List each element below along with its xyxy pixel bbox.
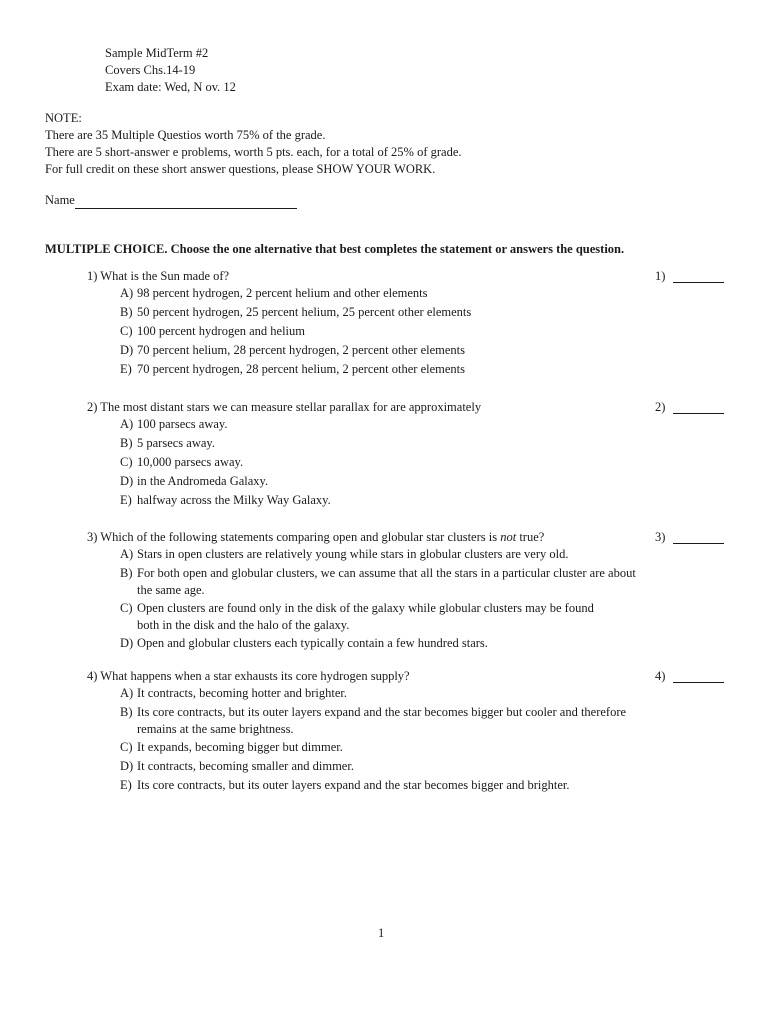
question-stem: 4) What happens when a star exhausts its core hydrogen supply? — [87, 669, 410, 683]
answer-number: 4) — [655, 669, 666, 683]
option-c — [120, 323, 727, 341]
option-text: Its core contracts, but its outer layers expand and the star becomes bigger but cooler and therefore remains at the same brightness. — [137, 705, 627, 736]
option-d — [120, 342, 727, 360]
option-text: Open and globular clusters each typically contain a few hundred stars. — [137, 636, 488, 650]
option-letter: D) — [120, 759, 134, 773]
option-letter: C) — [120, 455, 133, 469]
note-label: NOTE: — [45, 111, 82, 125]
exam-header — [105, 44, 236, 95]
note-line-3: For full credit on these short answer questions, please SHOW YOUR WORK. — [45, 162, 436, 176]
option-e — [120, 361, 727, 379]
option-b — [120, 435, 727, 453]
option-letter: A) — [120, 286, 134, 300]
option-b — [120, 704, 727, 738]
options-list — [120, 685, 727, 795]
option-text: 5 parsecs away. — [137, 436, 215, 450]
option-letter: A) — [120, 417, 134, 431]
answer-blank-line[interactable] — [673, 413, 724, 414]
note-block — [45, 109, 462, 177]
option-text: 70 percent helium, 28 percent hydrogen, 2 percent other elements — [137, 343, 466, 357]
note-line-2: There are 5 short-answer e problems, worth 5 pts. each, for a total of 25% of grade. — [45, 145, 462, 159]
stem-emphasis: not — [500, 530, 517, 544]
question-1 — [87, 267, 727, 380]
option-text: halfway across the Milky Way Galaxy. — [137, 493, 331, 507]
option-c — [120, 454, 727, 472]
answer-number: 2) — [655, 400, 666, 414]
page-number: 1 — [378, 926, 385, 940]
option-letter: E) — [120, 778, 132, 792]
option-text: in the Andromeda Galaxy. — [137, 474, 269, 488]
option-d — [120, 758, 727, 776]
stem-text-before: 3) Which of the following statements comparing open and globular star clusters is — [87, 530, 501, 544]
option-b — [120, 565, 727, 599]
answer-number: 1) — [655, 269, 666, 283]
options-list — [120, 546, 727, 653]
option-a — [120, 416, 727, 434]
option-d — [120, 635, 727, 653]
option-b — [120, 304, 727, 322]
answer-number: 3) — [655, 530, 666, 544]
option-letter: D) — [120, 343, 134, 357]
option-d — [120, 473, 727, 491]
option-letter: C) — [120, 601, 133, 615]
option-letter: A) — [120, 686, 134, 700]
option-text: 10,000 parsecs away. — [137, 455, 244, 469]
option-text: 100 percent hydrogen and helium — [137, 324, 306, 338]
option-text: Stars in open clusters are relatively young while stars in globular clusters are very old. — [137, 547, 569, 561]
stem-text-after: true? — [516, 530, 545, 544]
option-letter: A) — [120, 547, 134, 561]
options-list — [120, 416, 727, 510]
option-letter: E) — [120, 493, 132, 507]
option-text: For both open and globular clusters, we can assume that all the stars in a particular cluster are about the same age. — [137, 566, 636, 597]
option-letter: B) — [120, 436, 133, 450]
name-field-row — [45, 191, 297, 209]
name-label: Name — [45, 193, 75, 207]
question-stem: 2) The most distant stars we can measure stellar parallax for are approximately — [87, 400, 482, 414]
note-line-1: There are 35 Multiple Questios worth 75% of the grade. — [45, 128, 326, 142]
option-a — [120, 685, 727, 703]
answer-blank-line[interactable] — [673, 543, 724, 544]
option-letter: B) — [120, 305, 133, 319]
option-c — [120, 600, 727, 634]
option-text: 70 percent hydrogen, 28 percent helium, 2 percent other elements — [137, 362, 466, 376]
section-heading: MULTIPLE CHOICE. Choose the one alternative that best completes the statement or answers the question. — [45, 242, 625, 256]
name-blank-line[interactable] — [75, 194, 297, 209]
exam-title: Sample MidTerm #2 — [105, 46, 209, 60]
answer-blank-line[interactable] — [673, 282, 724, 283]
option-letter: B) — [120, 705, 133, 719]
option-text: 50 percent hydrogen, 25 percent helium, 25 percent other elements — [137, 305, 472, 319]
answer-blank-line[interactable] — [673, 682, 724, 683]
option-letter: D) — [120, 636, 134, 650]
question-stem — [87, 528, 727, 546]
option-text: Open clusters are found only in the disk of the galaxy while globular clusters may be found both in the disk and the halo of the galaxy. — [137, 601, 594, 632]
option-letter: B) — [120, 566, 133, 580]
option-letter: D) — [120, 474, 134, 488]
exam-date: Exam date: Wed, N ov. 12 — [105, 80, 236, 94]
option-a — [120, 546, 727, 564]
option-e — [120, 777, 727, 795]
options-list — [120, 285, 727, 379]
question-4 — [87, 667, 727, 796]
option-letter: E) — [120, 362, 132, 376]
question-stem: 1) What is the Sun made of? — [87, 269, 230, 283]
option-text: It expands, becoming bigger but dimmer. — [137, 740, 343, 754]
option-letter: C) — [120, 324, 133, 338]
option-c — [120, 739, 727, 757]
option-text: It contracts, becoming smaller and dimmer. — [137, 759, 354, 773]
option-text: 98 percent hydrogen, 2 percent helium and other elements — [137, 286, 428, 300]
exam-coverage: Covers Chs.14-19 — [105, 63, 196, 77]
option-letter: C) — [120, 740, 133, 754]
question-3 — [87, 528, 727, 654]
option-text: It contracts, becoming hotter and brighter. — [137, 686, 348, 700]
option-text: 100 parsecs away. — [137, 417, 228, 431]
option-e — [120, 492, 727, 510]
question-2 — [87, 398, 727, 511]
option-text: Its core contracts, but its outer layers expand and the star becomes bigger and brighter. — [137, 778, 570, 792]
option-a — [120, 285, 727, 303]
